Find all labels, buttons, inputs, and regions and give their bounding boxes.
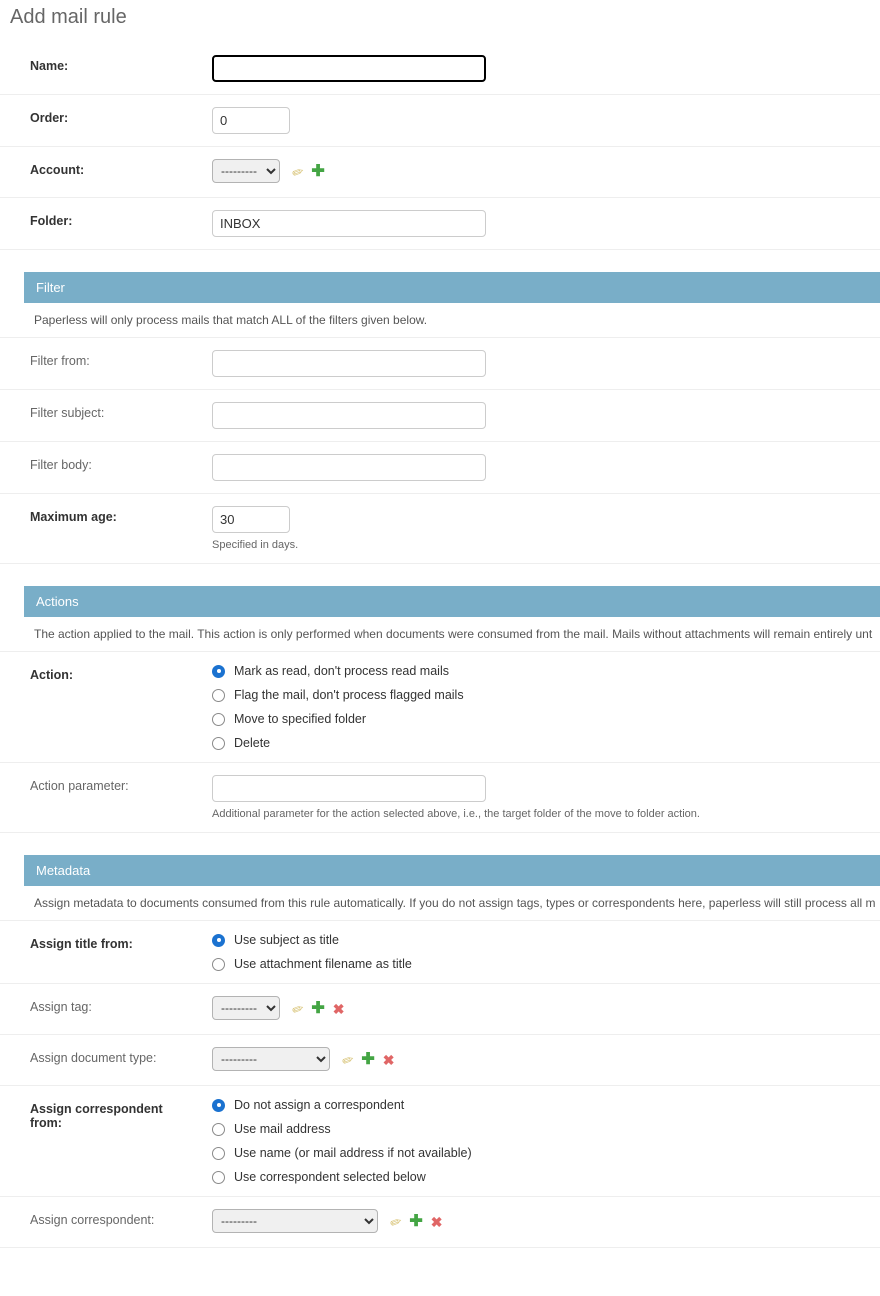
page-title: Add mail rule [10, 6, 127, 28]
filter-body-input[interactable] [212, 454, 486, 481]
radio-icon[interactable] [212, 665, 225, 678]
account-label: Account: [30, 163, 85, 177]
radio-icon[interactable] [212, 737, 225, 750]
form-row-assign-document-type [0, 1035, 880, 1086]
radio-item[interactable] [212, 664, 880, 678]
metadata-section-note: Assign metadata to documents consumed from this rule automatically. If you do not assign tags, types or correspondents here, paperless will still process all m [0, 886, 880, 921]
form-row-order [0, 95, 880, 147]
action-label: Action: [30, 668, 74, 682]
radio-label: Move to specified folder [234, 712, 367, 726]
form-row-maximum-age [0, 494, 880, 564]
form-row-assign-correspondent [0, 1197, 880, 1248]
assign-correspondent-tools [387, 1212, 443, 1232]
assign-document-type-tools [339, 1050, 395, 1070]
radio-label: Use subject as title [234, 933, 339, 947]
name-label: Name: [30, 59, 69, 73]
assign-correspondent-label: Assign correspondent: [30, 1213, 155, 1227]
radio-item[interactable] [212, 957, 880, 971]
maximum-age-label: Maximum age: [30, 510, 117, 524]
radio-item[interactable] [212, 1146, 880, 1160]
actions-section-note: The action applied to the mail. This action is only performed when documents were consumed from the mail. Mails without attachments will remain entirely unt [0, 617, 880, 652]
radio-icon[interactable] [212, 958, 225, 971]
maximum-age-field-wrap [190, 506, 880, 551]
filter-from-input[interactable] [212, 350, 486, 377]
radio-item[interactable] [212, 712, 880, 726]
radio-label: Delete [234, 736, 271, 750]
radio-label: Use mail address [234, 1122, 331, 1136]
order-input[interactable] [212, 107, 290, 134]
action-parameter-label: Action parameter: [30, 779, 129, 793]
radio-label: Mark as read, don't process read mails [234, 664, 449, 678]
radio-label: Do not assign a correspondent [234, 1098, 405, 1112]
add-icon[interactable]: ✚ [409, 1212, 423, 1230]
folder-input[interactable] [212, 210, 486, 237]
radio-icon[interactable] [212, 713, 225, 726]
form-row-account [0, 147, 880, 198]
metadata-section-header: Metadata [24, 855, 880, 886]
radio-item[interactable] [212, 1098, 880, 1112]
form-row-name [0, 43, 880, 95]
folder-label: Folder: [30, 214, 73, 228]
actions-section-body [0, 617, 880, 833]
form-row-action-parameter [0, 763, 880, 833]
form-row-action [0, 652, 880, 763]
name-field-wrap [190, 55, 880, 82]
assign-title-from-field-wrap [190, 933, 880, 971]
actions-section-header: Actions [24, 586, 880, 617]
assign-tag-tools [289, 999, 345, 1019]
assign-document-type-select[interactable] [212, 1047, 330, 1071]
radio-icon[interactable] [212, 1171, 225, 1184]
edit-icon[interactable]: ✏ [289, 162, 306, 182]
form-row-assign-tag [0, 984, 880, 1035]
form-row-filter-from [0, 338, 880, 390]
radio-icon[interactable] [212, 1147, 225, 1160]
assign-title-from-radio-group [212, 933, 880, 971]
action-radio-group [212, 664, 880, 750]
form-row-assign-title-from [0, 921, 880, 984]
account-select[interactable] [212, 159, 280, 183]
assign-correspondent-from-field-wrap [190, 1098, 880, 1184]
filter-section-header: Filter [24, 272, 880, 303]
assign-document-type-label: Assign document type: [30, 1051, 157, 1065]
order-label: Order: [30, 111, 69, 125]
filter-subject-label: Filter subject: [30, 406, 105, 420]
action-parameter-field-wrap [190, 775, 880, 820]
account-field-wrap [190, 159, 880, 183]
assign-title-from-label: Assign title from: [30, 937, 133, 951]
radio-label: Flag the mail, don't process flagged mails [234, 688, 464, 702]
radio-item[interactable] [212, 1122, 880, 1136]
assign-correspondent-from-label: Assign correspondent from: [30, 1102, 163, 1130]
delete-icon[interactable]: ✖ [332, 1000, 345, 1017]
radio-label: Use name (or mail address if not available) [234, 1146, 472, 1160]
maximum-age-help: Specified in days. [212, 539, 299, 551]
form-row-folder [0, 198, 880, 250]
assign-tag-label: Assign tag: [30, 1000, 92, 1014]
radio-icon[interactable] [212, 1099, 225, 1112]
assign-correspondent-from-radio-group [212, 1098, 880, 1184]
radio-icon[interactable] [212, 1123, 225, 1136]
radio-label: Use attachment filename as title [234, 957, 412, 971]
radio-item[interactable] [212, 688, 880, 702]
filter-body-label: Filter body: [30, 458, 92, 472]
assign-document-type-field-wrap [190, 1047, 880, 1071]
radio-icon[interactable] [212, 689, 225, 702]
add-icon[interactable]: ✚ [311, 999, 325, 1017]
filter-from-field-wrap [190, 350, 880, 377]
add-icon[interactable]: ✚ [361, 1050, 375, 1068]
maximum-age-input[interactable] [212, 506, 290, 533]
action-parameter-help: Additional parameter for the action selected above, i.e., the target folder of the move to folder action. [212, 808, 700, 820]
assign-correspondent-field-wrap [190, 1209, 880, 1233]
filter-body-field-wrap [190, 454, 880, 481]
assign-tag-field-wrap [190, 996, 880, 1020]
filter-section-note: Paperless will only process mails that match ALL of the filters given below. [0, 303, 880, 338]
order-field-wrap [190, 107, 880, 134]
add-icon[interactable]: ✚ [311, 162, 325, 180]
radio-label: Use correspondent selected below [234, 1170, 426, 1184]
assign-correspondent-select[interactable] [212, 1209, 378, 1233]
edit-icon[interactable]: ✏ [387, 1212, 404, 1232]
assign-tag-select[interactable] [212, 996, 280, 1020]
edit-icon[interactable]: ✏ [339, 1050, 356, 1070]
delete-icon[interactable]: ✖ [382, 1051, 395, 1068]
folder-field-wrap [190, 210, 880, 237]
form-row-filter-subject [0, 390, 880, 442]
radio-item[interactable] [212, 1170, 880, 1184]
edit-icon[interactable]: ✏ [289, 999, 306, 1019]
delete-icon[interactable]: ✖ [430, 1213, 443, 1230]
name-input[interactable] [212, 55, 486, 82]
radio-icon[interactable] [212, 934, 225, 947]
filter-section-body [0, 303, 880, 564]
form-row-filter-body [0, 442, 880, 494]
metadata-section-body [0, 886, 880, 1248]
radio-item[interactable] [212, 736, 880, 750]
account-tools [289, 162, 325, 182]
action-parameter-input[interactable] [212, 775, 486, 802]
filter-subject-input[interactable] [212, 402, 486, 429]
filter-subject-field-wrap [190, 402, 880, 429]
action-field-wrap [190, 664, 880, 750]
radio-item[interactable] [212, 933, 880, 947]
form-row-assign-correspondent-from [0, 1086, 880, 1197]
filter-from-label: Filter from: [30, 354, 90, 368]
